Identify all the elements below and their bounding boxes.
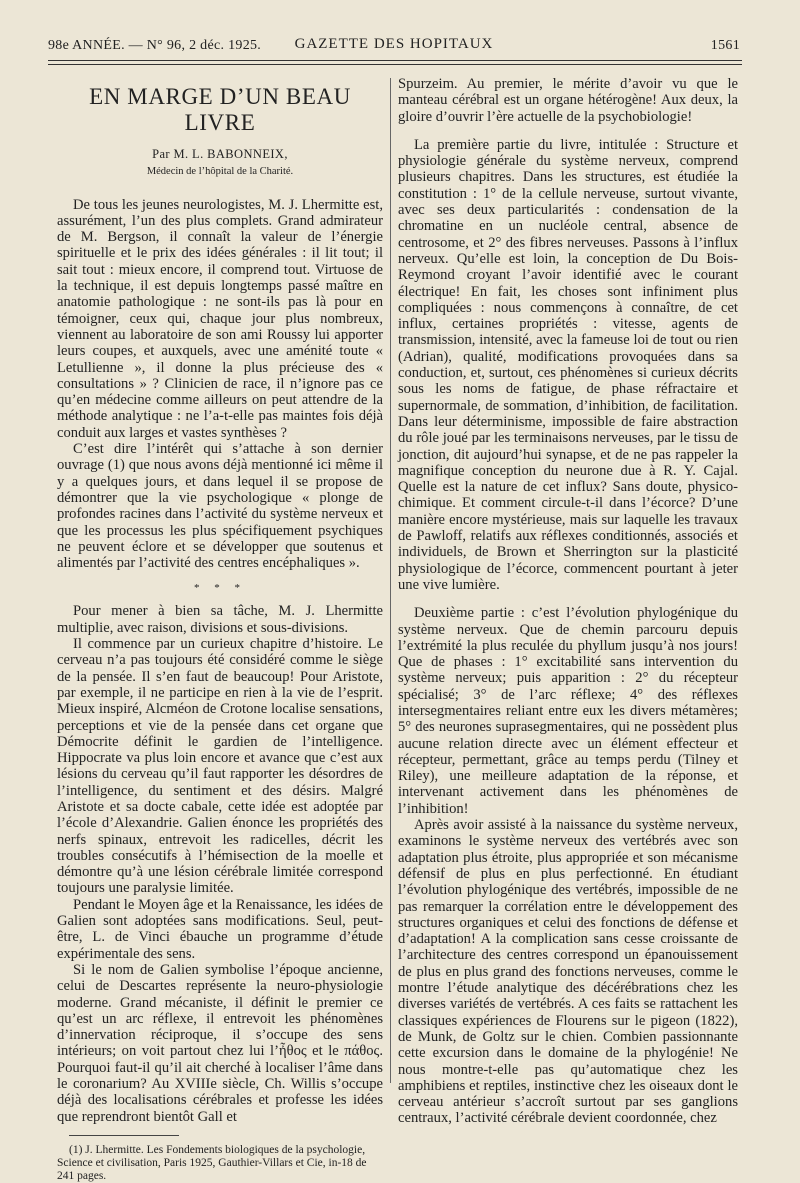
footnote-rule (69, 1135, 179, 1136)
paragraph: Il commence par un curieux chapitre d’histoire. Le cerveau n’a pas toujours été considéré comme le siège de la pensée. Il s’en faut de beaucoup! Pour Aristote, par exemple, il ne participe en rien à la vie de l’esprit. Mieux inspiré, Alcméon de Crotone localise sensations, perceptions et vie de la pensée dans cet organe que Démocrite définit le gardien de l’intelligence. Hippocrate va plus loin encore et avance que c’est aux lésions du cerveau qu’il faut rapporter les désordres de l’intelligence, du sentiment et des désirs. Malgré Aristote et sa docte cabale, cette idée est adoptée par l’école d’Alexandrie. Galien énonce les propriétés des nerfs spinaux, entrevoit les radicelles, décrit les troubles consécutifs à l’hémisection de la moelle et démontre qu’à une lésion cérébrale limitée correspond toujours une paralysie limitée. (57, 636, 383, 897)
paragraph: Deuxième partie : c’est l’évolution phylogénique du système nerveux. Que de chemin parcouru depuis l’extrémité la plus reculée du phyllum jusqu’à nos jours! Que de phases : 1° excitabilité sans intervention du système nerveux; puis apparition : 2° du récepteur spécialisé; 3° de l’arc réflexe; 4° des réflexes intersegmentaires reliant entre eux les divers métamères; 5° des neurones suprasegmentaires, qui ne possèdent plus aucune relation directe avec un élément effecteur et récepteur, permettant, grâce au temps perdu (Tilney et Riley), une meilleure adaptation de la réponse, et intervenant activement dans les phénomènes de l’inhibition! (398, 605, 738, 817)
header-rule-thin (48, 64, 742, 65)
paragraph: Pendant le Moyen âge et la Renaissance, les idées de Galien sont adoptées sans modifications. Seul, peut-être, L. de Vinci ébauche un programme d’étude expérimentale des sens. (57, 896, 383, 962)
right-column (398, 76, 738, 1127)
section-separator: * * * (194, 582, 246, 595)
author-affiliation: Médecin de l’hôpital de la Charité. (146, 166, 294, 178)
page-number: 1561 (710, 38, 740, 53)
footnote: (1) J. Lhermitte. Les Fondements biologiques de la psychologie, Science et civilisation, Paris 1925, Gauthier-Villars et Cie, in-18 de 241 pages. (57, 1143, 367, 1182)
issue-info: 98e ANNÉE. — N° 96, 2 déc. 1925. (48, 38, 262, 53)
journal-title: GAZETTE DES HOPITAUX (294, 36, 494, 52)
paragraph: De tous les jeunes neurologistes, M. J. Lhermitte est, assurément, l’un des plus complets. Grand admirateur de M. Bergson, il connaît la valeur de l’énergie spirituelle et le prix des idées générales : il lit tout; il sait tout : mieux encore, il comprend tout. Virtuose de la technique, il est depuis longtemps passé maître en anatomie pathologique : ne sont-ils pas là pour en témoigner, ceux qui, chaque jour plus nombreux, viennent au laboratoire de son ami Roussy lui apporter leurs coupes, et auxquels, avec une aménité toute « Letullienne », il donne la plus précieuse des « consultations » ? Clinicien de race, il n’ignore pas ce qu’en médecine comme ailleurs on peut attendre de la méthode analytique : ne l’a-t-elle pas maintes fois déjà conduit aux larges et vastes synthèses ? (57, 196, 383, 441)
column-divider (390, 78, 391, 1083)
paragraph: Pour mener à bien sa tâche, M. J. Lhermitte multiplie, avec raison, divisions et sous-divisions. (57, 603, 383, 636)
paragraph: C’est dire l’intérêt qui s’attache à son dernier ouvrage (1) que nous avons déjà mentionné ici même il y a quelques jours, et dans lequel il se propose de démontrer que la vie psychologique « plonge de profondes racines dans l’activité du système nerveux et que les processus les plus spécifiquement psychiques ne peuvent éclore et se développer que soutenus et alimentés par l’activité des centres encéphaliques ». (57, 441, 383, 572)
article-author: Par M. L. BABONNEIX, (152, 147, 288, 161)
article-title: EN MARGE D’UN BEAU LIVRE (89, 84, 351, 135)
page-header (48, 34, 740, 56)
paragraph: Spurzeim. Au premier, le mérite d’avoir vu que le manteau cérébral est un organe hétérogène! Aux deux, la gloire d’ouvrir l’ère actuelle de la psychobiologie! (398, 76, 738, 125)
paragraph: La première partie du livre, intitulée : Structure et physiologie générale du système nerveux, comprend plusieurs chapitres. Dans les structures, est étudiée la constitution : 1° de la cellule nerveuse, surtout vivante, avec ses deux particularités : condensation de la chromatine en un nucléole central, absence de centrosome, et 2° des fibres nerveuses. Passons à l’influx nerveux. Qu’elle est loin, la conception de Du Bois-Reymond croyant l’avoir identifié avec le courant électrique! En fait, les choses sont infiniment plus compliquées : nous commençons à connaître, de cet influx, certaines propriétés : vitesse, agents de transmission, intensité, avec la fameuse loi de tout ou rien (Adrian), qualité, modifications provoquées dans sa conduction, et, surtout, ces phénomènes si curieux décrits sous les noms de fatigue, de phase réfractaire et supernormale, de sommation, d’inhibition, de facilitation. Dans leur déterminisme, impossible de faire abstraction du rôle joué par les terminaisons nerveuses, par le tissu de jonction, dit aujourd’hui synapse, et de ne pas rappeler la magnifique conception du neurone due à R. Y. Cajal. Quelle est la nature de cet influx? Sans doute, physico-chimique. Et comment circule-t-il dans l’écorce? D’une manière encore mystérieuse, mais sur laquelle les travaux de Pawloff, relatifs aux réflexes conditionnés, associés et individuels, de Brown et Sherrington sur la plasticité physiologique de l’écorce, commencent pourtant à jeter une vive lumière. (398, 136, 738, 593)
left-column (57, 76, 383, 1183)
header-rule (48, 60, 742, 61)
paragraph: Si le nom de Galien symbolise l’époque ancienne, celui de Descartes représente la neuro-physiologie moderne. Grand mécaniste, il définit le premier ce qu’est un arc réflexe, il entrevoit les phénomènes d’innervation réciproque, il s’occupe des sens intérieurs; on voit partout chez lui l’ἦθος et le πάθος. Pourquoi faut-il qu’il ait cherché à localiser l’âme dans le coronarium? Au XVIIIe siècle, Ch. Willis s’occupe déjà des localisations cérébrales et professe les idées que reprendront bientôt Gall et (57, 961, 383, 1125)
paragraph: Après avoir assisté à la naissance du système nerveux, examinons le système nerveux des vertébrés avec son adaptation plus étroite, plus appropriée et son mécanisme défensif de plus en plus perfectionné. En étudiant l’évolution phylogénique des vertébrés, impossible de ne pas remarquer la corrélation entre le développement des structures organiques et celui des fonctions de défense et d’adaptation! A la complication sans cesse croissante de l’architecture des centres correspond un épanouissement de plus en plus grand des fonctions nerveuses, comme le montre l’étude analytique des décérébrations chez les diverses variétés de vertébrés. A ces faits se rattachent les classiques expériences de Flourens sur le pigeon (1822), de Munk, de Goltz sur le chien. Combien passionnante cette excursion dans le domaine de la phylogénie! Ne nous montre-t-elle pas qu’automatique chez les amphibiens et reptiles, instinctive chez les oiseaux dont le cerveau antérieur s’accroît surtout par ses ganglions centraux, l’activité cérébrale devient coordonnée, chez (398, 817, 738, 1127)
